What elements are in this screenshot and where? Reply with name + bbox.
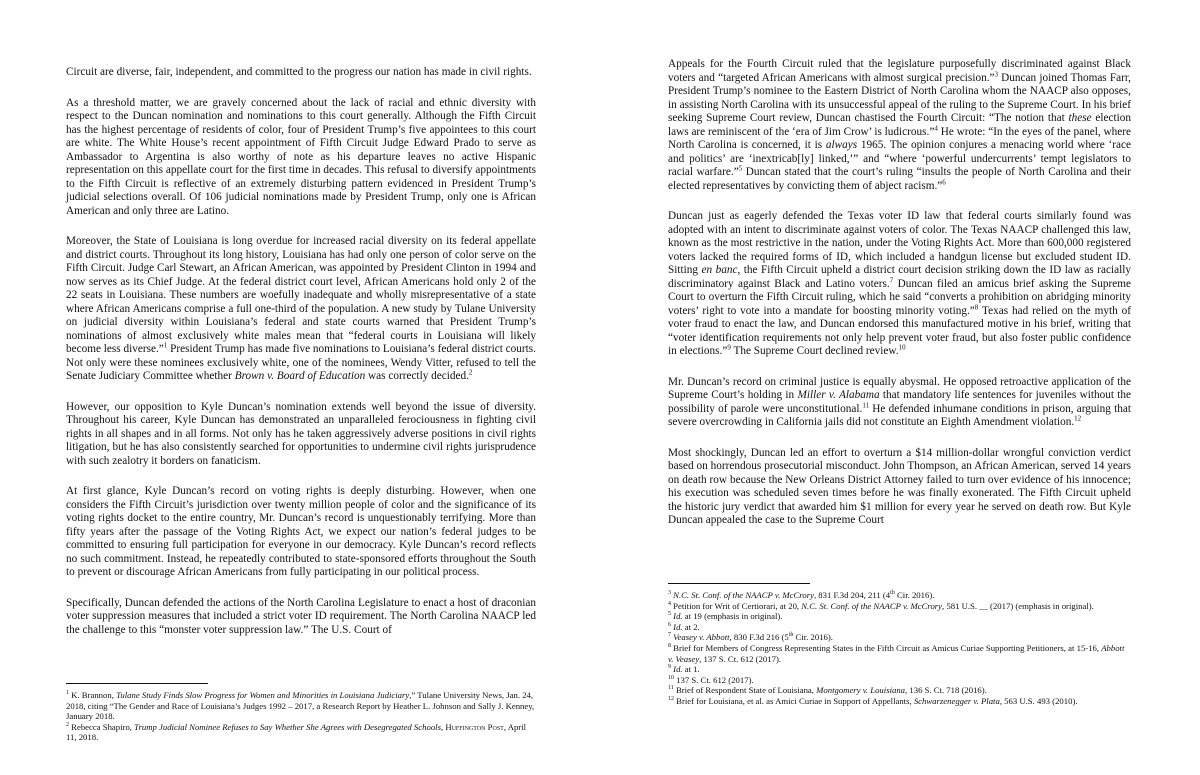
id-citation: Id. [673,621,683,632]
text-run: , 830 F.3d 216 (5 [729,632,789,643]
footnote [668,590,1131,601]
text-run: Brief of Respondent State of Louisiana, [673,685,817,696]
cited-title: N.C. St. Conf. of the NAACP v. McCrory [673,590,814,600]
text-run: Mr. Duncan’s record on criminal justice is equally abysmal. He opposed retroactive application of the Supreme Court’s holding in [668,375,1131,401]
footnote [668,664,1131,675]
paragraph [668,58,1131,193]
text-run: that mandatory life sentences for juveniles without the possibility of parole were unconstitutional. [668,389,1131,415]
paragraph: However, our opposition to Kyle Duncan’s nomination extends well beyond the issue of diversity. Throughout his career, Kyle Duncan has demonstrated an unparalleled ferociousness in fighting civil rights in all shapes and in all forms. Not only has he taken aggressively adverse positions in civil rights litigation, but he has also consistently searched for opportunities to undermine civil rights jurisprudence with such zealotry it borders on fanaticism. [66,400,536,467]
paragraph: Specifically, Duncan defended the actions of the North Carolina Legislature to enact a host of draconian voter suppression measures that included a strict voter ID requirement. The North Carolina NAACP led the challenge to this “monster voter suppression law.” The U.S. Court of [66,596,536,636]
paragraph [668,210,1131,359]
text-run: Rebecca Shapiro, [69,721,135,732]
footnote-number: 10 [668,674,674,681]
paragraph [668,376,1131,430]
footnote-ref: 10 [898,343,906,352]
cited-title: Montgomery v. Louisiana [816,685,906,696]
footnote-ref: 2 [468,368,473,377]
paragraph [66,235,536,384]
footnote [668,675,1131,686]
footnotes [66,683,536,743]
text-run: , [440,721,446,732]
cited-title: Veasey v. Abbott [673,632,730,643]
footnote-number: 7 [668,632,671,639]
text-run: Moreover, the State of Louisiana is long overdue for increased racial diversity on its federal appellate and district courts. Throughout its long history, Louisiana has had only one person of color serve on the Fifth Circuit. Judge Carl Stewart, an African American, was appointed by President Clinton in 1994 and now serves as its Chief Judge. At the federal district court level, African Americans hold only 2 of the 22 seats in Louisiana. These numbers are woefully inadequate and wholly misrepresentative of a state where African Americans comprise a full one-third of the population. A new study by Tulane University on judicial diversity within Louisiana’s federal and state courts warned that President Trump’s nominations of almost exclusively white males mean that “federal courts in Louisiana will likely become less diverse.” [66,235,536,355]
footnote [668,632,1131,643]
footnote [66,722,536,743]
text-run: election laws are reminiscent of the ‘era of Jim Crow’ is ludicrous.” [668,112,1131,138]
footnote-ref: 6 [942,177,946,186]
footnote [668,601,1131,612]
text-run: Duncan just as eagerly defended the Texas voter ID law that federal courts similarly found was adopted with an intent to discriminate against voters of color. The Texas NAACP challenged this law, known as the most restrictive in the nation, under the Voting Rights Act. More than 600,000 registered voters lacked the required forms of ID, which included a handgun license but excluded student ID. Sitting [668,210,1131,276]
text-run: was correctly decided. [365,370,469,382]
text-run: Petition for Writ of Certiorari, at 20, [671,600,802,611]
text-run: Cir. 2016). [894,590,935,600]
footnote-ref: 9 [727,343,731,352]
id-citation: Id. [673,611,683,622]
text-run: at 19 (emphasis in original). [682,611,783,622]
text-run: The Supreme Court declined review. [730,345,899,357]
text-run: Cir. 2016). [793,632,833,643]
text-run: , 581 U.S. __ (2017) (emphasis in original). [942,600,1094,611]
text-run: , the Fifth Circuit upheld a district court decision striking down the ID law as racially discriminatory against Black and Latino voters. [668,264,1131,290]
emphasis: en banc [701,264,738,276]
cited-title: Tulane Study Finds Slow Progress for Women and Minorities in Louisiana Judiciary [116,690,410,700]
cited-title: Abbott v. Veasey [668,642,1125,664]
footnote [66,690,536,722]
footnotes [668,583,1131,707]
footnote-number: 4 [668,600,671,607]
case-name: Brown v. Board of Education [234,370,366,382]
footnote-number: 3 [668,590,671,597]
id-citation: Id. [673,664,683,675]
right-page [600,0,1200,775]
footnote-divider [66,683,208,684]
text-run: , 831 F.3d 204, 211 (4 [813,590,891,600]
ordinal-suffix: th [788,632,794,639]
footnote-number: 9 [668,664,671,671]
footnote-number: 1 [66,690,69,697]
footnote [668,685,1131,696]
text-run: , 137 S. Ct. 612 (2017). [699,653,782,664]
footnote-number: 12 [668,696,674,703]
paragraph: Most shockingly, Duncan led an effort to overturn a $14 million-dollar wrongful conviction verdict based on horrendous prosecutorial misconduct. John Thompson, an African American, served 14 years on death row because the New Orleans District Attorney failed to turn over evidence of his innocence; his execution was scheduled seven times before he was finally exonerated. The Fifth Circuit upheld the historic jury verdict that awarded him $1 million for every year he served on death row. But Kyle Duncan appealed the case to the Supreme Court [668,446,1131,526]
footnote-ref: 3 [994,69,998,78]
text-run: Duncan filed an amicus brief asking the Supreme Court to overturn the Fifth Circuit ruling, which he said “converts a prohibition on abridging minority voters’ right to vote into a mandate for boosting minority voting.” [668,277,1131,317]
text-run: , April 11, 2018. [66,721,527,743]
footnote-ref: 7 [889,275,894,284]
text-run: K. Brannon, [69,690,117,700]
paragraph: As a threshold matter, we are gravely concerned about the lack of racial and ethnic diversity with respect to the Duncan nomination and nominations to this court generally. Although the Fifth Circuit has the highest percentage of residents of color, four of President Trump’s five appointees to this court are white. The White House’s recent appointment of Fifth Circuit Judge Edward Prado to serve as Ambassador to Argentina is also worthy of note as his departure leaves no active Hispanic representation on this appellate court for the first time in decades. This refusal to diversify appointments to the Fifth Circuit is reflective of an extremely disturbing pattern evidenced in President Trump’s judicial selections overall. Of 106 judicial nominations made by President Trump, only one is African American and only three are Latino. [66,96,536,217]
cited-title: Trump Judicial Nominee Refuses to Say Whether She Agrees with Desegregated Schools [134,721,441,732]
footnote-number: 2 [66,721,69,728]
footnote [668,611,1131,622]
text-run: at 1. [682,664,700,675]
footnote [668,643,1131,664]
footnote-number: 8 [668,643,671,650]
paragraph: At first glance, Kyle Duncan’s record on voting rights is deeply disturbing. However, when one considers the Fifth Circuit’s jurisdiction over twenty million people of color and the significance of its voting rights docket to the entire country, Mr. Duncan’s record is unquestionably terrifying. More than fifty years after the passage of the Voting Rights Act, we expect our nation’s federal judges to be committed to ensuring full participation for everyone in our democracy. Kyle Duncan’s record reflects no such commitment. Instead, he repeatedly contributed to state-sponsored efforts throughout the South to prevent or discourage African Americans from fully participating in our political process. [66,485,536,578]
footnote-ref: 1 [163,341,168,350]
text-run: 137 S. Ct. 612 (2017). [674,674,754,685]
text-run: He wrote: “In the eyes of the panel, where North Carolina is concerned, it is [668,125,1131,151]
footnote-ref: 5 [738,164,743,173]
text-run: Texas had relied on the myth of voter fraud to enact the law, and Duncan endorsed this manufactured motive in his brief, writing that “voter identification requirements not only help prevent voter fraud, but also foster public confidence in elections.” [668,304,1131,357]
text-run: President Trump has made five nominations to Louisiana’s federal district courts. Not only were these nominees exclusively white, one of the nominees, Wendy Vitter, refused to tell the Senate Judiciary Committee whether [66,343,536,382]
publication-name: Huffington Post [445,721,504,732]
text-run: ,” Tulane University News, Jan. 24, 2018, citing “The Gender and Race of Louisiana’s Judges 1992 – 2017, a Research Report by Heather L. Johnson and Sally J. Kenney, January 2018. [66,690,535,722]
emphasis: always [825,139,858,151]
footnote-ref: 4 [934,123,938,132]
footnote-ref: 11 [862,400,870,409]
case-name: Miller v. Alabama [797,389,880,401]
footnote [668,622,1131,633]
cited-title: Schwarzenegger v. Plata [913,695,1000,706]
text-run: Brief for Members of Congress Representing States in the Fifth Circuit as Amicus Curiae Supporting Petitioners, at 15-16, [671,642,1102,653]
footnote-divider [668,583,810,584]
text-run: Brief for Louisiana, et al. as Amici Curiae in Support of Appellants, [674,695,914,706]
footnote-ref: 12 [1074,414,1082,423]
text-run: Appeals for the Fourth Circuit ruled that the legislature purposefully discriminated against Black voters and “targeted African Americans with almost surgical precision.” [668,58,1131,84]
emphasis: these [1068,112,1092,124]
footnote-number: 6 [668,621,671,628]
text-run: Duncan stated that the court’s ruling “insults the people of North Carolina and their elected representatives by convicting them of abject racism.” [668,166,1131,192]
footnote [668,696,1131,707]
footnote-ref: 8 [974,302,979,311]
text-run: at 2. [682,621,700,632]
text-run: He defended inhumane conditions in prison, arguing that severe overcrowding in California jails did not constitute an Eighth Amendment violation. [668,402,1131,428]
text-run: Duncan joined Thomas Farr, President Trump’s nominee to the Eastern District of North Carolina whom the NAACP also opposes, in assisting North Carolina with its unsuccessful appeal of the ruling to the Supreme Court. In his brief seeking Supreme Court review, Duncan chastised the Fourth Circuit: “The notion that [668,71,1131,124]
text-run: , 563 U.S. 493 (2010). [999,695,1078,706]
ordinal-suffix: th [890,590,895,597]
cited-title: N.C. St. Conf. of the NAACP v. McCrory [801,600,943,611]
text-run: 1965. The opinion conjures a menacing world where ‘race and politics’ are ‘inextricab[ly] linked,’” and “where ‘powerful undercurrents’ tempt legislators to racial warfare.” [668,139,1132,178]
text-run: , 136 S. Ct. 718 (2016). [905,685,987,696]
footnote-number: 5 [668,611,671,618]
paragraph: Circuit are diverse, fair, independent, and committed to the progress our nation has made in civil rights. [66,66,532,78]
footnote-number: 11 [668,685,674,692]
